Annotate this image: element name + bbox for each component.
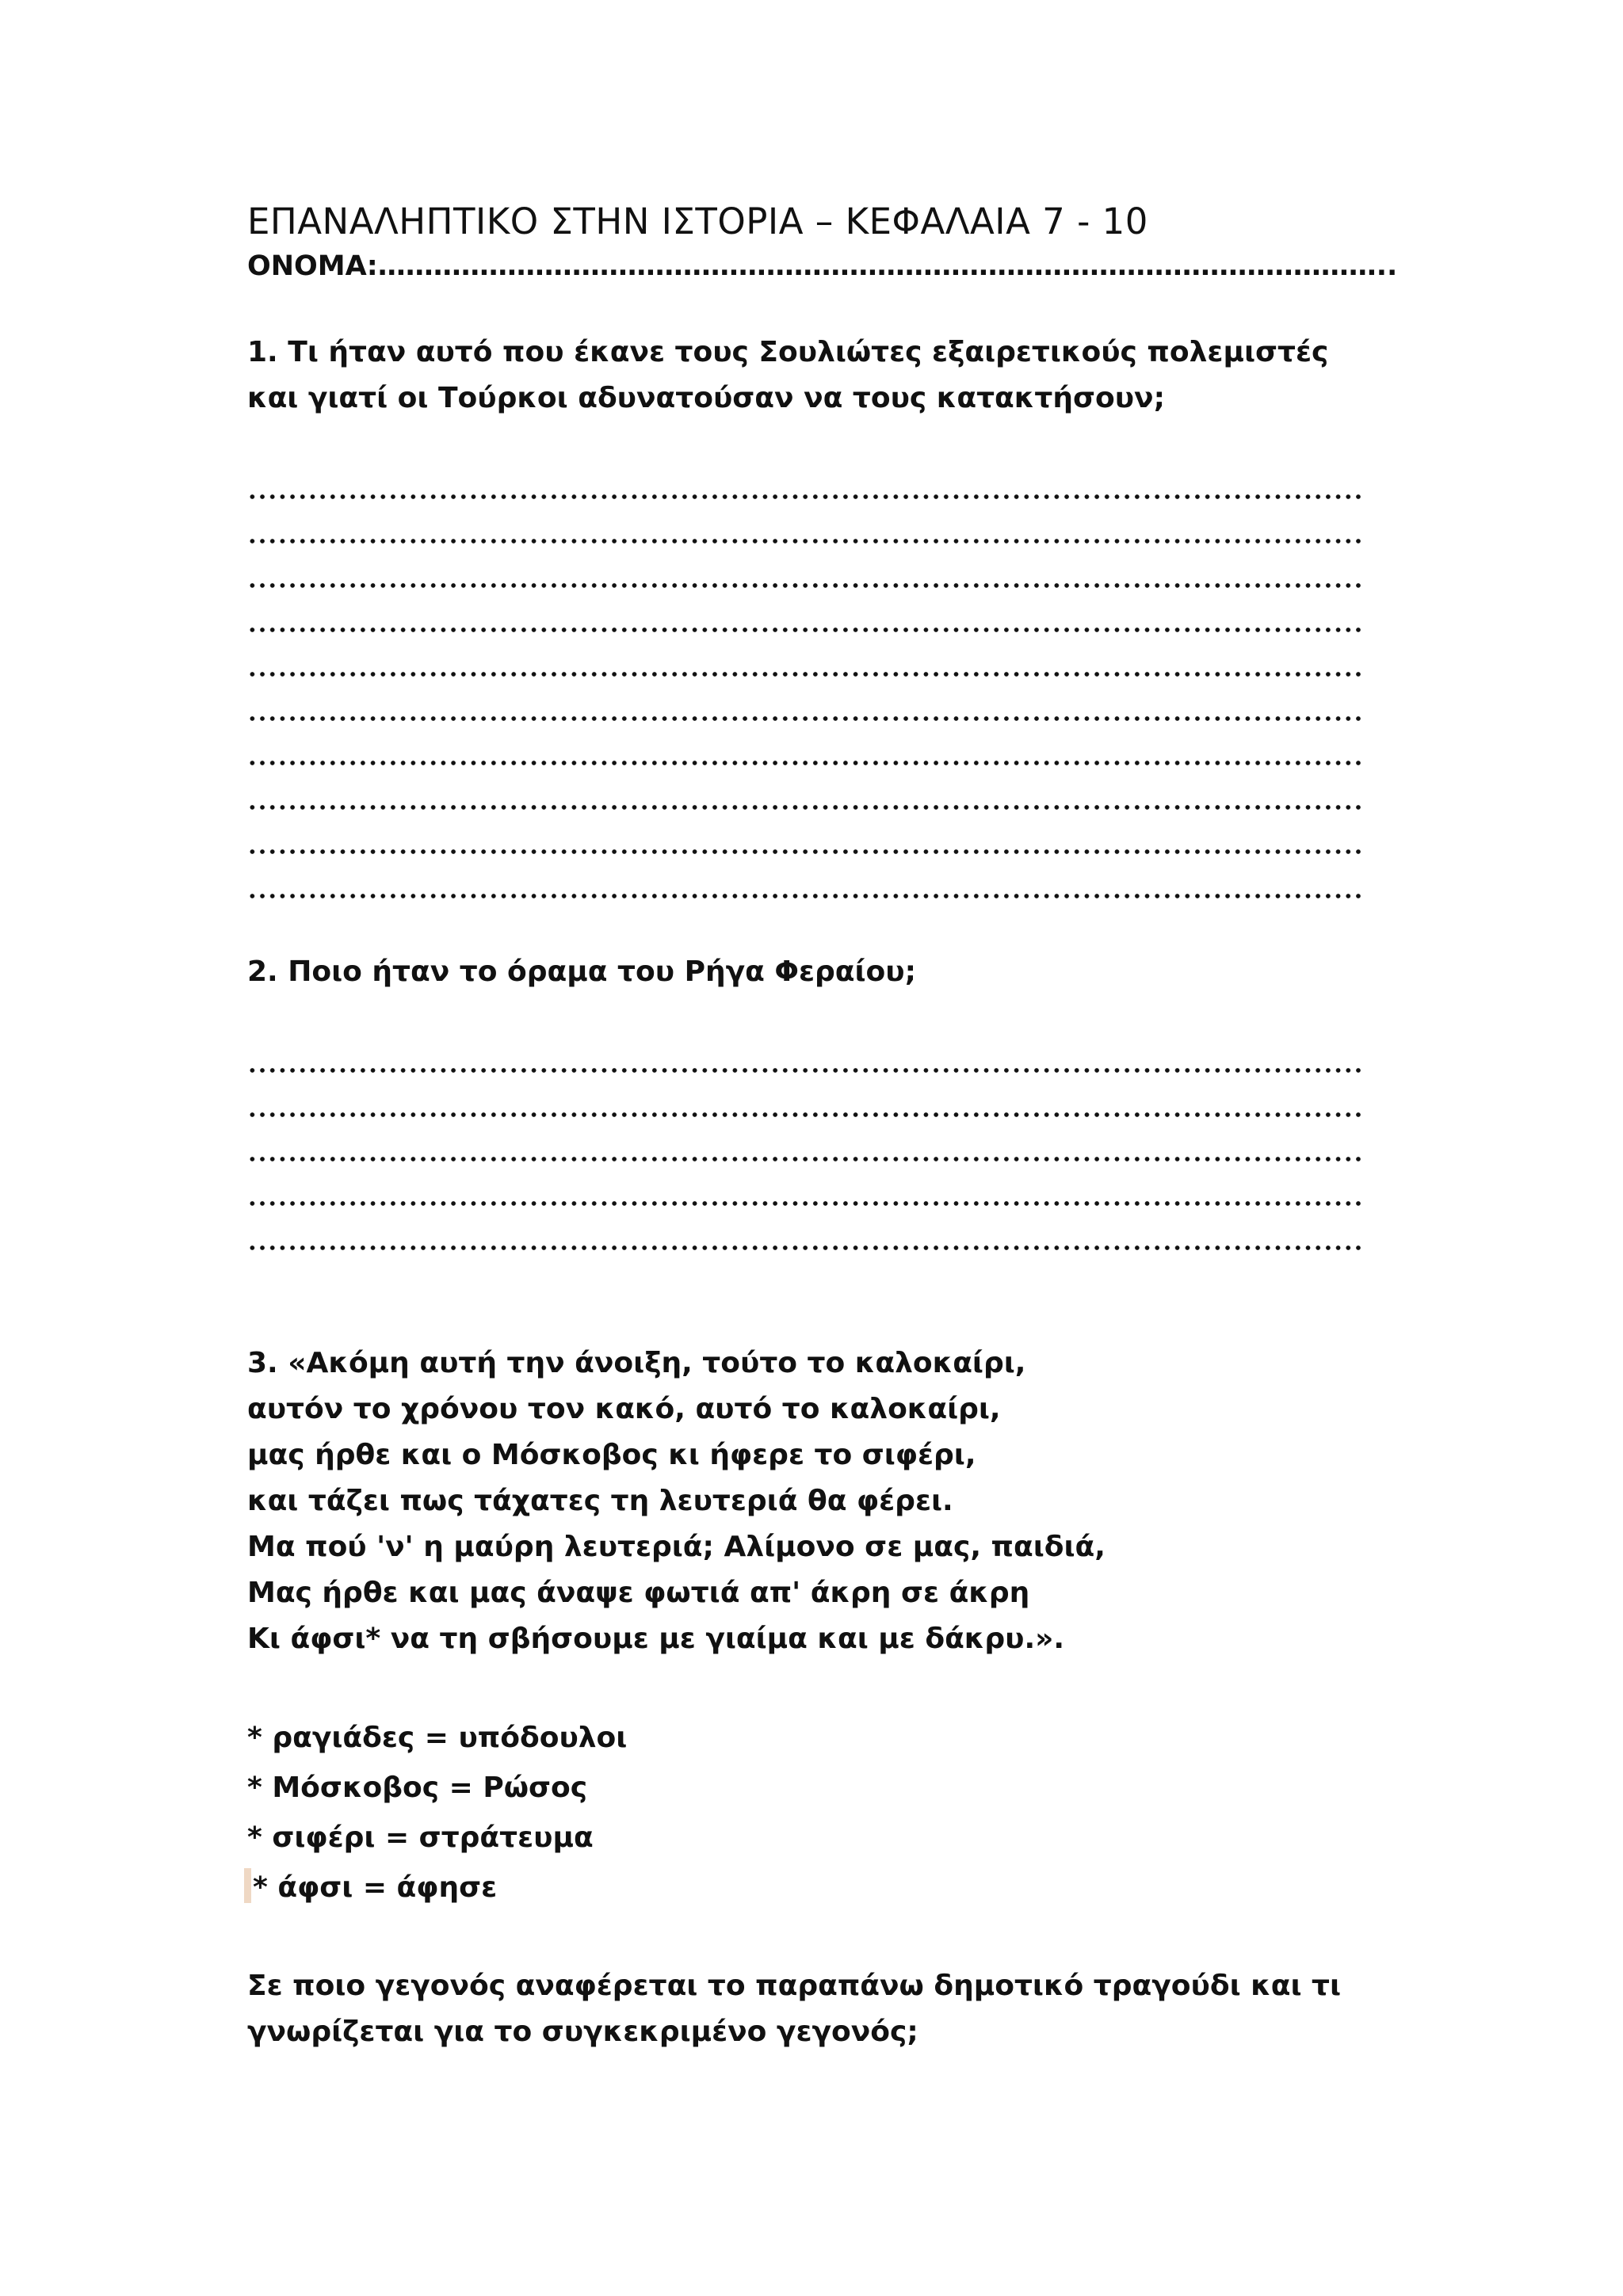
answer-line xyxy=(247,773,1363,818)
question-3-prompt: Σε ποιο γεγονός αναφέρεται το παραπάνω δημοτικό τραγούδι και τι γνωρίζεται για το συγκεκριμένο γεγονός; xyxy=(247,1970,1342,2048)
glossary-item-selected[interactable] xyxy=(247,1863,1396,1913)
poem-line: Κι άφσι* να τη σβήσουμε με γιαίμα και με δάκρυ.». xyxy=(247,1623,1065,1655)
answer-line xyxy=(247,1081,1363,1125)
glossary-item: * ραγιάδες = υπόδουλοι xyxy=(247,1722,628,1754)
question-2: 2. Ποιο ήταν το όραμα του Ρήγα Φεραίου; xyxy=(247,955,916,988)
answer-line xyxy=(247,463,1363,507)
answer-line xyxy=(247,1214,1363,1258)
answer-line xyxy=(247,818,1363,862)
glossary-item-text: * άφσι = άφησε xyxy=(253,1871,498,1904)
answer-line xyxy=(247,551,1363,596)
poem-glossary xyxy=(247,1713,1396,1913)
question-3-poem xyxy=(247,1341,1396,1662)
answer-area-question-2 xyxy=(247,1036,1396,1258)
poem-line: μας ήρθε και ο Μόσκοβος κι ήφερε το σιφέρι, xyxy=(247,1439,976,1471)
poem-line: και τάζει πως τάχατες τη λευτεριά θα φέρει. xyxy=(247,1485,953,1517)
question-1: 1. Τι ήταν αυτό που έκανε τους Σουλιώτες εξαιρετικούς πολεμιστές και γιατί οι Τούρκοι αδυνατούσαν να τους κατακτήσουν; xyxy=(247,336,1329,414)
poem-line: Μα πού 'ν' η μαύρη λευτεριά; Αλίμονο σε μας, παιδιά, xyxy=(247,1531,1106,1563)
glossary-item: * σιφέρι = στράτευμα xyxy=(247,1821,594,1854)
answer-line xyxy=(247,1169,1363,1214)
answer-line xyxy=(247,729,1363,773)
answer-line xyxy=(247,1125,1363,1169)
text-cursor-highlight xyxy=(244,1868,251,1903)
worksheet-page xyxy=(247,198,1396,2055)
answer-line xyxy=(247,862,1363,906)
glossary-item: * Μόσκοβος = Ρώσος xyxy=(247,1772,588,1804)
poem-line: αυτόν το χρόνου τον κακό, αυτό το καλοκαίρι, xyxy=(247,1393,1001,1425)
poem-line: 3. «Ακόμη αυτή την άνοιξη, τούτο το καλοκαίρι, xyxy=(247,1347,1026,1379)
answer-line xyxy=(247,596,1363,640)
worksheet-title: ΕΠΑΝΑΛΗΠΤΙΚΟ ΣΤΗΝ ΙΣΤΟΡΙΑ – ΚΕΦΑΛΑΙΑ 7 - 10 xyxy=(247,200,1148,242)
answer-area-question-1 xyxy=(247,463,1396,906)
student-name-line: ΟΝΟΜΑ:……………………………………………………………………………………………….. xyxy=(247,250,1398,282)
answer-line xyxy=(247,507,1363,551)
poem-line: Μας ήρθε και μας άναψε φωτιά απ' άκρη σε άκρη xyxy=(247,1577,1030,1609)
answer-line xyxy=(247,685,1363,729)
answer-line xyxy=(247,1036,1363,1081)
answer-line xyxy=(247,640,1363,685)
